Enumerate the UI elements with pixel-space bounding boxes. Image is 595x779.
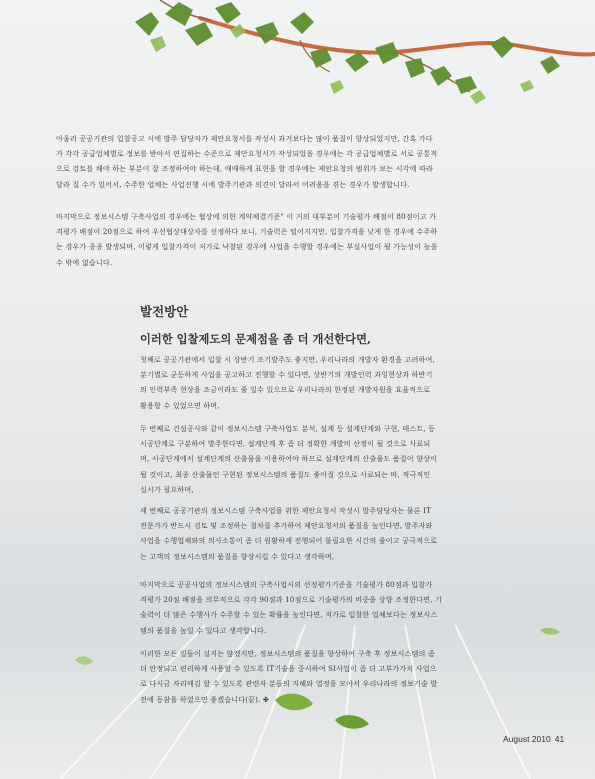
section-paragraph-4: 마지막으로 공공사업의 정보시스템의 구축사업시의 선정평가기준을 기술평가 80점과 입찰가 격평가 20점 배점을 의무적으로 각각 90점과 10점으로 기술평가의 비중을 상향 조정한다면, 기 술력이 더 많은 수행사가 수주할 수 있는 확률을 높인다면, 저가로 입찰한 업체보다는 정보시스 템의 품질을 높일 수 있다고 생각합니다. [140,580,442,635]
section-title: 발전방안 [140,304,189,319]
section-paragraph-5: 이러한 모든 일들이 실지는 않겠지만, 정보시스템의 품질을 향상하여 구축 후 정보시스템의 좀 더 안정되고 편리하게 사용할 수 있도록 IT기술을 중시하여 SI사업이 좀 더 고부가가치 사업으 로 다시금 자리매김 할 수 있도록 관련자 분들의 지혜와 열정을 모아서 우리나라의 정보기술 발 전에 동참을 하였으면 좋겠습니다(끝). ✤ [140,649,438,704]
section-paragraph-3: 세 번째로 공공기관의 정보시스템 구축사업을 위한 제안요청서 작성시 발주담당자는 물론 IT 전문가가 반드시 검토 및 조정하는 절차를 추가하여 제안요청서의 품질을 높인다면, 발주자와 사업을 수행업체와의 의사소통이 좀 더 원활하게 진행되어 불필요한 시간의 줄이고 궁극적으로 는 고객의 정보시스템의 품질을 향상시킬 수 있다고 생각하며, [140,506,438,561]
issue-label: August 2010 [503,734,551,744]
intro-paragraph-1: 아울러 공공기관의 입찰공고 시에 발주 담당자가 제안요청서를 작성시 과거보다는 많이 품질이 향상되었지만, 간혹 가다 가 각각 공급업체별로 정보를 받아서 편집하는 수준으로 제안요청서가 작성되었을 경우에는 각 공급업체별로 서로 공통적 으로 검토를 해야 하는 부분이 잘 조정하여야 하는데, 애매하게 표현을 할 경우에는 제안요청의 범위가 보는 시각에 따라 달라 질 수가 있어서, 수주한 업체는 사업진행 시에 발주기관과 의견이 달라서 어려움을 겪는 경우가 발생합니다. [56,134,438,189]
section-paragraph-1: 첫째로 공공기관에서 입찰 시 상반기 조기발주도 좋지만, 우리나라의 개발자 환경을 고려하여, 분기별로 균등하게 사업을 공고하고 진행할 수 있다면, 상반기의 개발인력 과잉현상과 하반기 의 인력부족 현상을 조금이라도 줄 일수 있으므로 우리나라의 한정된 개발자원을 효율적으로 활용할 수 있었으면 하며, [140,355,435,410]
section-paragraph-2: 두 번째로 건설공사와 같이 정보시스템 구축사업도 분석, 설계 등 설계단계와 구현, 테스트, 등 시공단계로 구분하여 발주한다면, 설계단계 후 좀 더 정확한 개발비 산정이 될 것으로 사료되 며, 시공단계에서 설계단계의 산출물을 이용하여야 하므로 설계단계의 산출물도 품질이 향상이 될 것이고, 최종 산출물인 구현된 정보시스템의 품질도 좋아질 것으로 사료되는 바, 적극적인 실시가 필요하며, [140,424,438,494]
ivy-vine-illustration [135,0,595,104]
page-footer [499,734,564,744]
intro-paragraph-2: 마지막으로 정보시스템 구축사업의 경우에는 협상에 의한 계약체결기준" 이 거의 대부분이 기술평가 배점이 80점이고 가 격평가 배점이 20점으로 하여 우선협상대상자를 선정하다 보니, 기술력은 떨어지지만, 입찰가격을 낮게 한 경우에 수주하 는 경우가 종종 발생되며, 이렇게 입찰가격이 저가로 낙찰된 경우에 사업을 수행할 경우에는 부실사업이 될 가능성이 높을 수 밖에 없습니다. [56,212,438,267]
page-number: 41 [554,734,565,744]
section-subtitle: 이러한 입찰제도의 문제점을 좀 더 개선한다면, [140,332,371,346]
